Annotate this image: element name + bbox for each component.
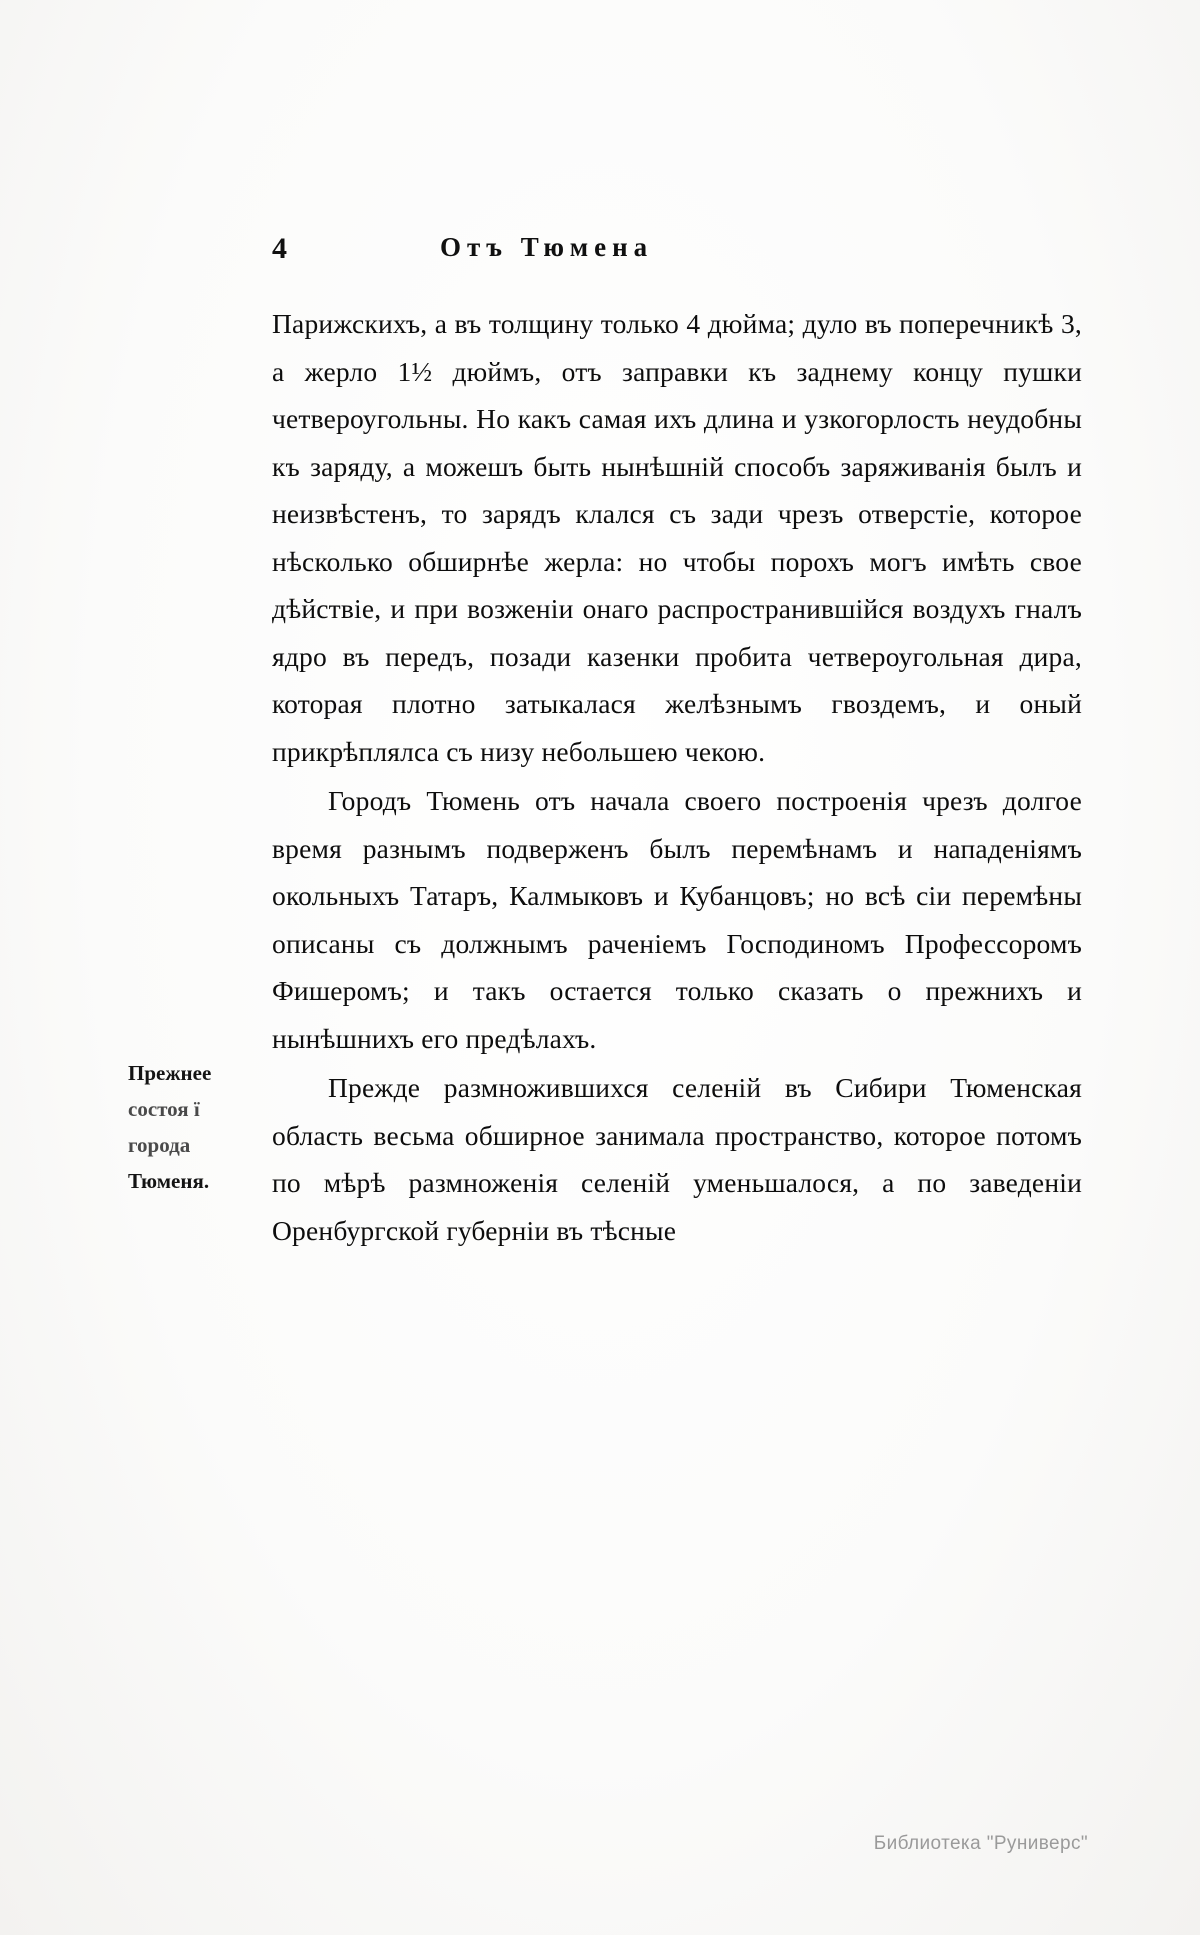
marginal-note-line: Прежнее [128,1061,212,1085]
paragraph: Парижскихъ, а въ толщину только 4 дюйма; дуло въ поперечникѣ 3, а жерло 1½ дюймъ, отъ заправки къ заднему концу пушки четвероугольны. Но какъ самая ихъ длина и узкогорлость неудобны къ заряду, а можешъ быть нынѣшній способъ заряживанія былъ и неизвѣстенъ, то зарядъ клался съ зади чрезъ отверстіе, которое нѣсколько обширнѣе жерла: но чтобы порохъ могъ имѣть свое дѣйствіе, и при возженіи онаго распространившійся воздухъ гналъ ядро въ передъ, позади казенки пробита четвероугольная дира, которая плотно затыкалася желѣзнымъ гвоздемъ, и оный прикрѣплялса съ низу небольшею чекою. [272,308,1082,767]
paragraph: Прежде размножившихся селеній въ Сибири Тюменская область весьма обширное занимала пространство, которое потомъ по мѣрѣ размноженія селеній уменьшалося, а по заведеніи Оренбургской губерніи въ тѣсные [272,1072,1082,1246]
page-number: 4 [272,232,287,265]
body-text-column [272,300,1082,1254]
running-title: Отъ Тюмена [440,232,654,262]
marginal-note [128,1055,268,1199]
paragraph: Городъ Тюмень отъ начала своего построенія чрезъ долгое время разнымъ подверженъ былъ перемѣнамъ и нападеніямъ окольныхъ Татаръ, Калмыковъ и Кубанцовъ; но всѣ сіи перемѣны описаны съ должнымъ раченіемъ Господиномъ Профессоромъ Фишеромъ; и такъ остается только сказать о прежнихъ и нынѣшнихъ его предѣлахъ. [272,785,1082,1054]
library-watermark: Библиотека "Руниверс" [873,1833,1088,1854]
marginal-note-line: состоя ї [128,1097,200,1121]
marginal-note-line: города [128,1133,191,1157]
marginal-note-line: Тюменя. [128,1169,210,1193]
